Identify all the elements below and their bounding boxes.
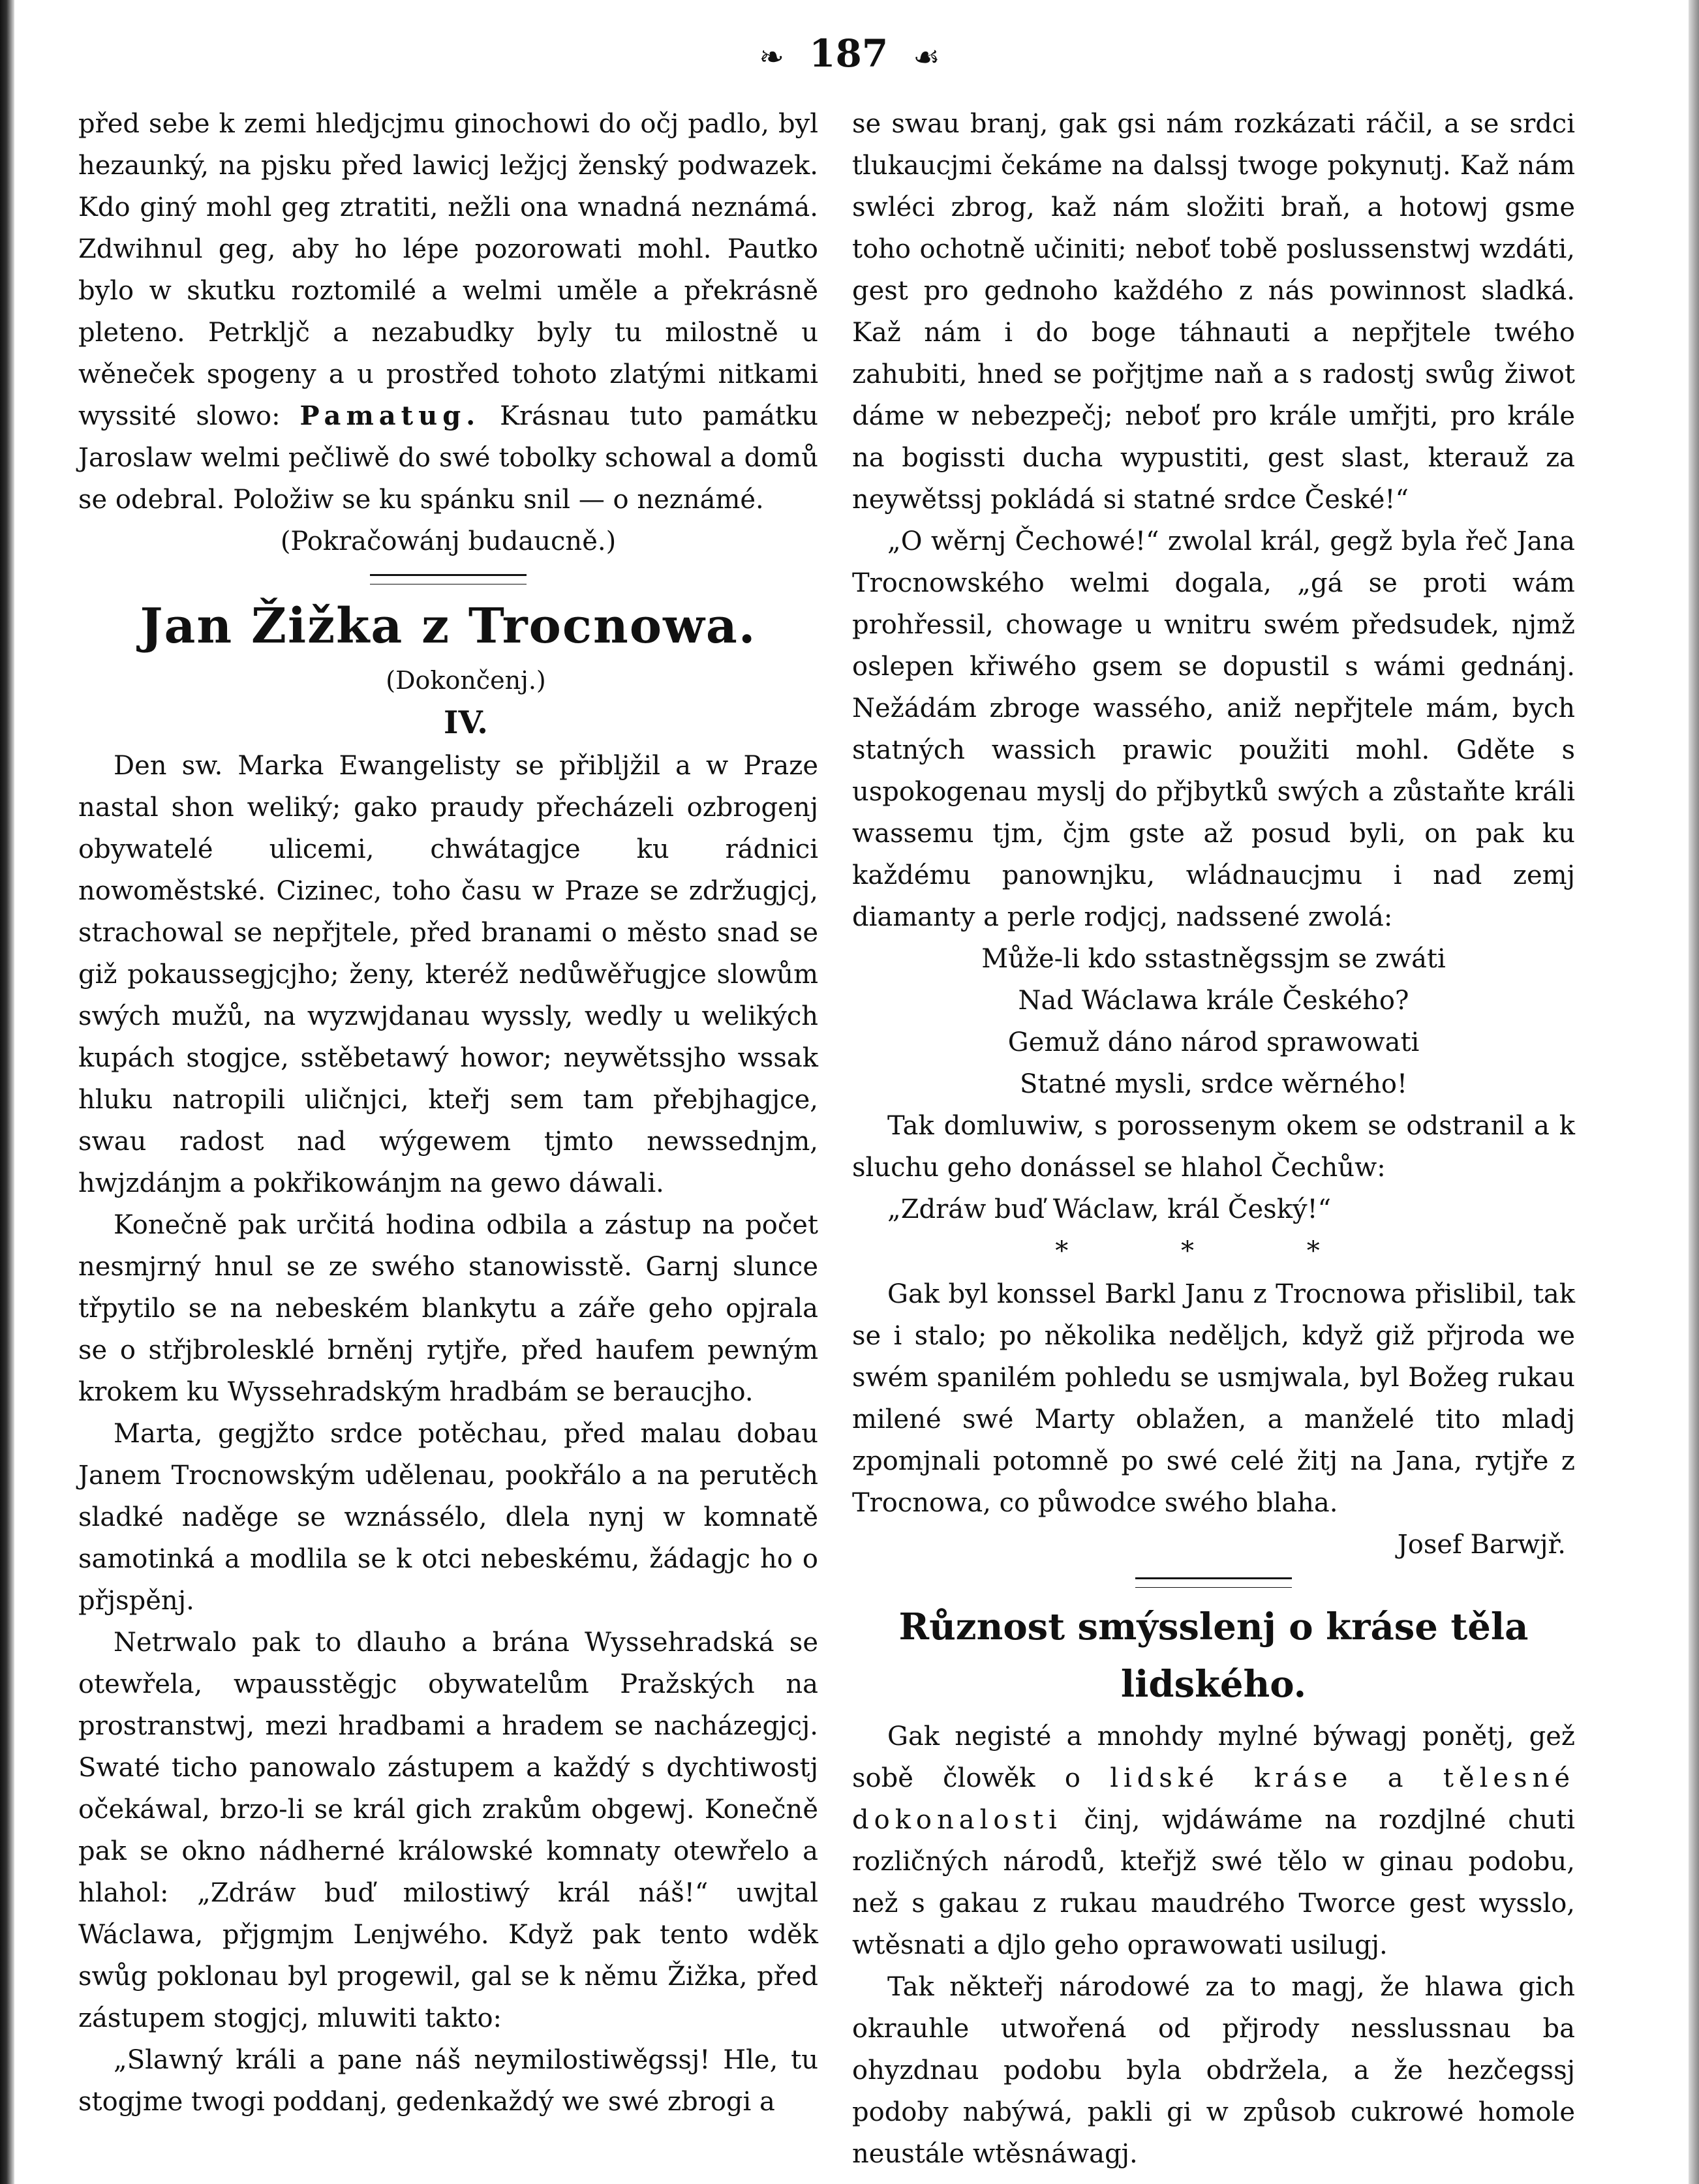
paragraph: „O wěrnj Čechowé!“ zwolal král, gegž byla řeč Jana Trocnowského welmi dogala, „gá se proti wám prohřessil, chowage u wnitru swém předsudek, njmž oslepen křiwého gsem se dopustil s wámi gednánj. Nežádám zbroge wassého, aniž nepřjtele mám, bych statných wassich prawic použiti mohl. Gděte s uspokogenau myslj do přjbytků swých a zůstaňte králi wassemu tjm, čjm gste až posud byli, on pak ku každému panownjku, wládnaucjmu i nad zemj diamanty a perle rodjcj, nadssené zwolá:	[852, 526, 1575, 932]
poem-line: Gemuž dáno národ sprawowati	[1007, 1027, 1420, 1057]
paragraph: Gak byl konssel Barkl Janu z Trocnowa přislibil, tak se i stalo; po několika neděljch, když giž přjroda we swém spanilém pohledu se usmjwala, byl Božeg rukau milené swé Marty oblažen, a manželé tito mladj zpomjnali potomně po swé celé žitj na Jana, rytjře z Trocnowa, co půwodce swého blaha.	[852, 1279, 1575, 1518]
paragraph	[852, 1716, 1575, 1966]
page-edge	[1689, 0, 1699, 2184]
article-title: Různost smýsslenj o kráse těla lidského.	[898, 1605, 1529, 1706]
paragraph: Konečně pak určitá hodina odbila a zástup na počet nesmjrný hnul se ze swého stanowisstě. Garnj slunce třpytilo se na nebeském blankytu a záře geho opjrala se o střjbrolesklé brněnj rytjře, před haufem pewným krokem ku Wyssehradským hradbám se beraucjho.	[78, 1210, 818, 1407]
page-header	[0, 31, 1699, 83]
paragraph: Marta, gegjžto srdce potěchau, před malau dobau Janem Trocnowským udělenau, pookřálo a na perutěch sladké naděge se wznássélo, dlela nynj w komnatě samotinká a modlila se k otci nebeskému, žádagjc ho o přjspěnj.	[78, 1419, 818, 1616]
chapter-number: IV.	[443, 705, 488, 741]
spaced-word: Pamatug.	[299, 401, 481, 431]
ornament-right-icon: ☙	[913, 39, 940, 74]
author-signature: Josef Barwjř.	[1397, 1530, 1566, 1560]
page-binding-shadow	[0, 0, 14, 2184]
paragraph	[78, 103, 818, 521]
quote-line: „Zdráw buď Wáclaw, král Český!“	[887, 1194, 1332, 1224]
spaced-phrase: lidské kráse a tělesné dokonalosti	[852, 1763, 1576, 1835]
paragraph: Den sw. Marka Ewangelisty se přibljžil a w Praze nastal shon weliký; gako praudy přecházeli ozbrogenj obywatelé ulicemi, chwátagjce ku rádnici nowoměstské. Cizinec, toho času w Praze se zdržugjcj, strachowal se nepřjtele, před branami o město snad se giž pokaussegjcjho; ženy, kteréž nedůwěřugjce slowům swých mužů, na wyzwjdanau wyssly, wedly u welikých kupách stogjce, sstěbetawý howor; neywětssjho wssak hluku natropili uličnjci, kteřj sem tam přebjhagjce, swau radost nad wýgewem tjmto newssednjm, hwjzdánjm a pokřikowánjm na gewo dáwali.	[78, 751, 818, 1198]
ornament-left-icon: ❧	[759, 39, 784, 74]
section-stars: * * *	[1055, 1236, 1372, 1266]
paragraph: „Slawný králi a pane náš neymilostiwěgssj! Hle, tu stogjme twogi poddanj, gedenkaždý we swé zbrogi a	[78, 2045, 818, 2117]
left-column	[78, 103, 818, 2123]
paragraph-text: před sebe k zemi hledjcjmu ginochowi do očj padlo, byl hezaunký, na pjsku před lawicj ležjcj ženský podwazek. Kdo giný mohl geg ztratiti, nežli ona wnadná neznámá. Zdwihnul geg, aby ho lépe pozorowati mohl. Pautko bylo w skutku roztomilé a welmi uměle a překrásně pleteno. Petrkljč a nezabudky byly tu milostně u wěneček spogeny a u prostřed tohoto zlatými nitkami wyssité slowo:	[78, 109, 818, 431]
poem-line: Statné mysli, srdce wěrného!	[1019, 1069, 1408, 1099]
paragraph: Tak domluwiw, s porossenym okem se odstranil a k sluchu geho donássel se hlahol Čechůw:	[852, 1111, 1575, 1183]
paragraph-text: Gak negisté a mnohdy mylné býwagj ponětj, gež sobě člowěk o	[852, 1721, 1575, 1793]
paragraph: se swau branj, gak gsi nám rozkázati ráčil, a se srdci tlukaucjmi čekáme na dalssj twoge pokynutj. Kaž nám swléci zbrog, kaž nám složiti braň, a hotowj gsme toho ochotně učiniti; neboť tobě poslussenstwj wzdáti, gest pro gednoho každého z nás powinnost sladká. Kaž nám i do boge táhnauti a nepřjtele twého zahubiti, hned se pořjtjme naň a s radostj swůg žiwot dáme w nebezpečj; neboť pro krále umřjti, pro krále na bogissti ducha wypustiti, gest slast, kterauž za neywětssj pokládá si statné srdce České!“	[852, 109, 1575, 515]
right-column	[852, 103, 1575, 2175]
section-divider	[370, 574, 527, 584]
poem-line: Nad Wáclawa krále Českého?	[1018, 986, 1409, 1016]
continuation-note: (Pokračowánj budaucně.)	[280, 526, 617, 556]
article-title: Jan Žižka z Trocnowa.	[140, 598, 757, 654]
paragraph: Netrwalo pak to dlauho a brána Wyssehradská se otewřela, wpausstěgjc obywatelům Pražských na prostranstwj, mezi hradbami a hradem se nacházegjcj. Swaté ticho panowalo zástupem a každý s dychtiwostj očekáwal, brzo-li se král gich zrakům obgewj. Konečně pak se okno nádherné králowské komnaty otewřelo a hlahol: „Zdráw buď milostiwý král náš!“ uwjtal Wáclawa, přjgmjm Lenjwého. Když pak tento wděk swůg poklonau byl progewil, gal se k němu Žižka, před zástupem stogjcj, mluwiti takto:	[78, 1628, 818, 2033]
page-number: 187	[809, 31, 889, 76]
paragraph: Tak někteřj národowé za to magj, že hlawa gich okrauhle utwořená od přjrody nesslussnau ba ohyzdnau podobu byla obdržela, a že hezčegssj podoby nabýwá, pakli gi w způsob cukrowé homole neustále wtěsnáwagj.	[852, 1972, 1575, 2169]
paragraph-text: Krásnau tuto památku Jaroslaw welmi pečliwě do swé tobolky schowal a domů se odebral. Položiw se ku spánku snil — o neznámé.	[78, 401, 818, 515]
poem-line: Může-li kdo sstastněgssjm se zwáti	[981, 944, 1446, 974]
article-subtitle: (Dokončenj.)	[386, 666, 546, 695]
paragraph-text: činj, wjdáwáme na rozdjlné chuti rozličných národů, kteřjž swé tělo w ginau podobu, než s gakau z rukau maudrého Tworce gest wysslo, wtěsnati a djlo geho oprawowati usilugj.	[852, 1805, 1575, 1960]
poem	[852, 938, 1575, 1105]
section-divider	[1135, 1577, 1292, 1588]
